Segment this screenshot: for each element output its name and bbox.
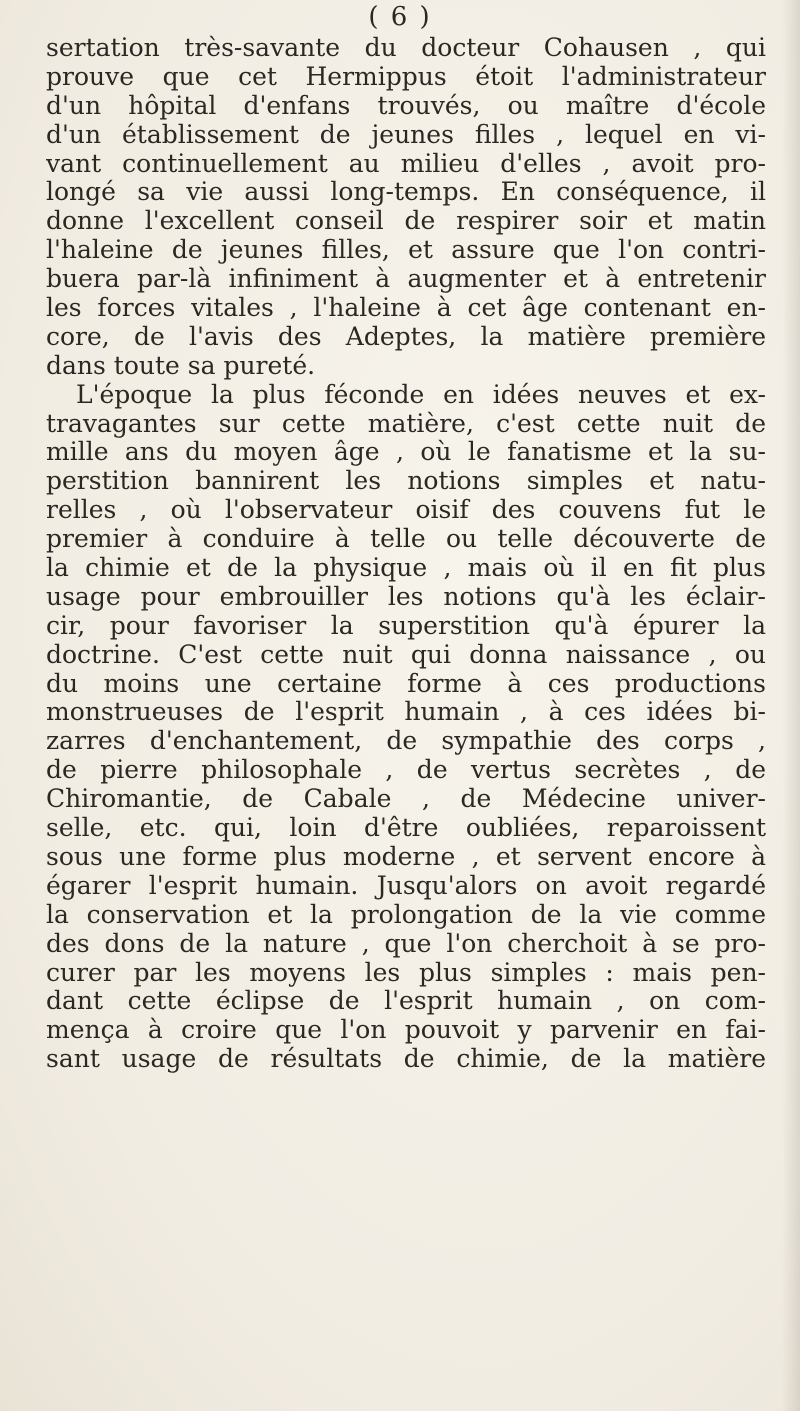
text-line: zarres d'enchantement, de sympathie des corps , — [46, 727, 766, 756]
text-line: égarer l'esprit humain. Jusqu'alors on avoit regardé — [46, 871, 766, 900]
body-text — [46, 34, 766, 1074]
text-line: longé sa vie aussi long-temps. En conséquence, il — [46, 178, 766, 207]
text-line: L'époque la plus féconde en idées neuves et ex- — [76, 380, 766, 409]
text-line: selle, etc. qui, loin d'être oubliées, reparoissent — [46, 814, 766, 843]
text-line: travagantes sur cette matière, c'est cette nuit de — [46, 409, 766, 438]
text-line: monstrueuses de l'esprit humain , à ces idées bi- — [46, 698, 766, 727]
text-line: donne l'excellent conseil de respirer soir et matin — [46, 207, 766, 236]
paragraph-1 — [46, 34, 766, 381]
text-line: sant usage de résultats de chimie, de la matière — [46, 1045, 766, 1074]
text-line: d'un établissement de jeunes filles , lequel en vi- — [46, 120, 766, 149]
text-line: perstition bannirent les notions simples et natu- — [46, 467, 766, 496]
text-line: vant continuellement au milieu d'elles , avoit pro- — [46, 149, 766, 178]
text-line: du moins une certaine forme à ces productions — [46, 669, 766, 698]
text-line: mença à croire que l'on pouvoit y parvenir en fai- — [46, 1016, 766, 1045]
text-line: l'haleine de jeunes filles, et assure que l'on contri- — [46, 236, 766, 265]
text-line: sous une forme plus moderne , et servent encore à — [46, 842, 766, 871]
text-line: core, de l'avis des Adeptes, la matière première — [46, 322, 766, 351]
text-line: buera par-là infiniment à augmenter et à entretenir — [46, 265, 766, 294]
paragraph-2 — [46, 381, 766, 1074]
text-line: cir, pour favoriser la superstition qu'à épurer la — [46, 611, 766, 640]
text-line: dant cette éclipse de l'esprit humain , on com- — [46, 987, 766, 1016]
text-line: prouve que cet Hermippus étoit l'administrateur — [46, 62, 766, 91]
text-line: relles , où l'observateur oisif des couvens fut le — [46, 496, 766, 525]
page-number: ( 6 ) — [368, 2, 432, 32]
text-line: doctrine. C'est cette nuit qui donna naissance , ou — [46, 640, 766, 669]
text-line: premier à conduire à telle ou telle découverte de — [46, 525, 766, 554]
text-line: de pierre philosophale , de vertus secrètes , de — [46, 756, 766, 785]
text-line: usage pour embrouiller les notions qu'à les éclair- — [46, 582, 766, 611]
text-line: curer par les moyens les plus simples : mais pen- — [46, 958, 766, 987]
page-edge-shadow — [782, 0, 800, 1411]
text-line: dans toute sa pureté. — [46, 351, 316, 380]
text-line: la chimie et de la physique , mais où il en fit plus — [46, 554, 766, 583]
text-line: les forces vitales , l'haleine à cet âge contenant en- — [46, 294, 766, 323]
text-line: mille ans du moyen âge , où le fanatisme et la su- — [46, 438, 766, 467]
text-line: des dons de la nature , que l'on cherchoit à se pro- — [46, 929, 766, 958]
text-line: sertation très-savante du docteur Cohausen , qui — [46, 34, 766, 62]
text-line: Chiromantie, de Cabale , de Médecine univer- — [46, 785, 766, 814]
text-line: la conservation et la prolongation de la vie comme — [46, 900, 766, 929]
text-line: d'un hôpital d'enfans trouvés, ou maître d'école — [46, 91, 766, 120]
